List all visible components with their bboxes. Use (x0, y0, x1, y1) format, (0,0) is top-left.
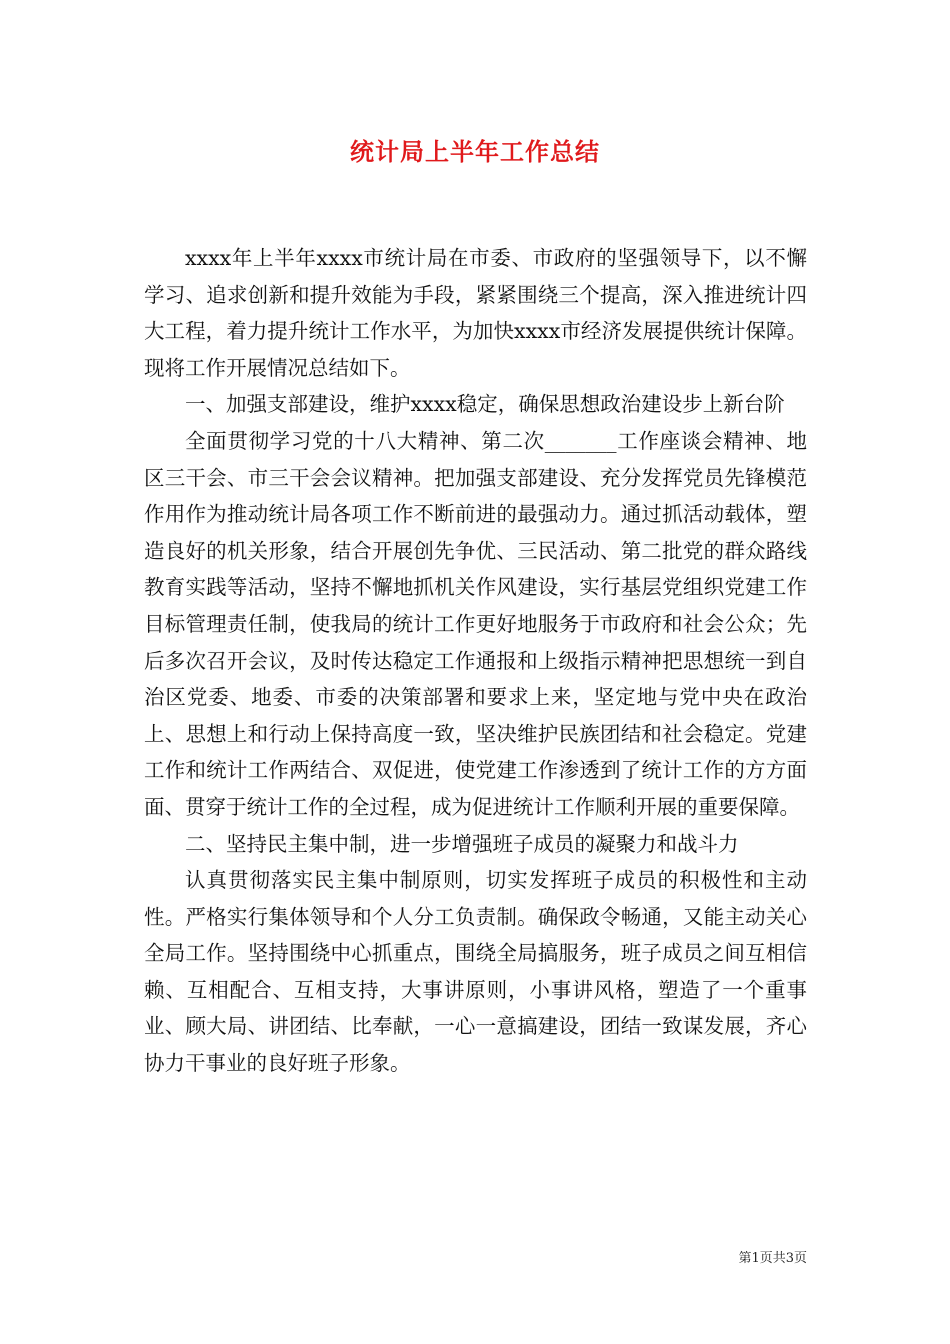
document-title: 统计局上半年工作总结 (350, 137, 600, 166)
document-body (144, 240, 807, 1082)
page-number-footer: 第1页共3页 (738, 1251, 807, 1266)
intro-paragraph: xxxx年上半年xxxx市统计局在市委、市政府的坚强领导下，以不懈学习、追求创新和提升效能为手段，紧紧围绕三个提高，深入推进统计四大工程，着力提升统计工作水平，为加快xxxx市经济发展提供统计保障。现将工作开展情况总结如下。 (144, 246, 807, 380)
section-heading-2: 二、坚持民主集中制，进一步增强班子成员的凝聚力和战斗力 (185, 831, 739, 856)
section-1-paragraph: 全面贯彻学习党的十八大精神、第二次_______工作座谈会精神、地区三干会、市三干会会议精神。把加强支部建设、充分发挥党员先锋模范作用作为推动统计局各项工作不断前进的最强动力。通过抓活动载体，塑造良好的机关形象，结合开展创先争优、三民活动、第二批党的群众路线教育实践等活动，坚持不懈地抓机关作风建设，实行基层党组织党建工作目标管理责任制，使我局的统计工作更好地服务于市政府和社会公众；先后多次召开会议，及时传达稳定工作通报和上级指示精神把思想统一到自治区党委、地委、市委的决策部署和要求上来，坚定地与党中央在政治上、思想上和行动上保持高度一致，坚决维护民族团结和社会稳定。党建工作和统计工作两结合、双促进，使党建工作渗透到了统计工作的方方面面、贯穿于统计工作的全过程，成为促进统计工作顺利开展的重要保障。 (144, 428, 807, 819)
section-heading-1: 一、加强支部建设，维护xxxx稳定，确保思想政治建设步上新台阶 (185, 392, 785, 417)
section-2-paragraph: 认真贯彻落实民主集中制原则，切实发挥班子成员的积极性和主动性。严格实行集体领导和个人分工负责制。确保政令畅通，又能主动关心全局工作。坚持围绕中心抓重点，围绕全局搞服务，班子成员之间互相信赖、互相配合、互相支持，大事讲原则，小事讲风格，塑造了一个重事业、顾大局、讲团结、比奉献，一心一意搞建设，团结一致谋发展，齐心协力干事业的良好班子形象。 (144, 868, 807, 1076)
